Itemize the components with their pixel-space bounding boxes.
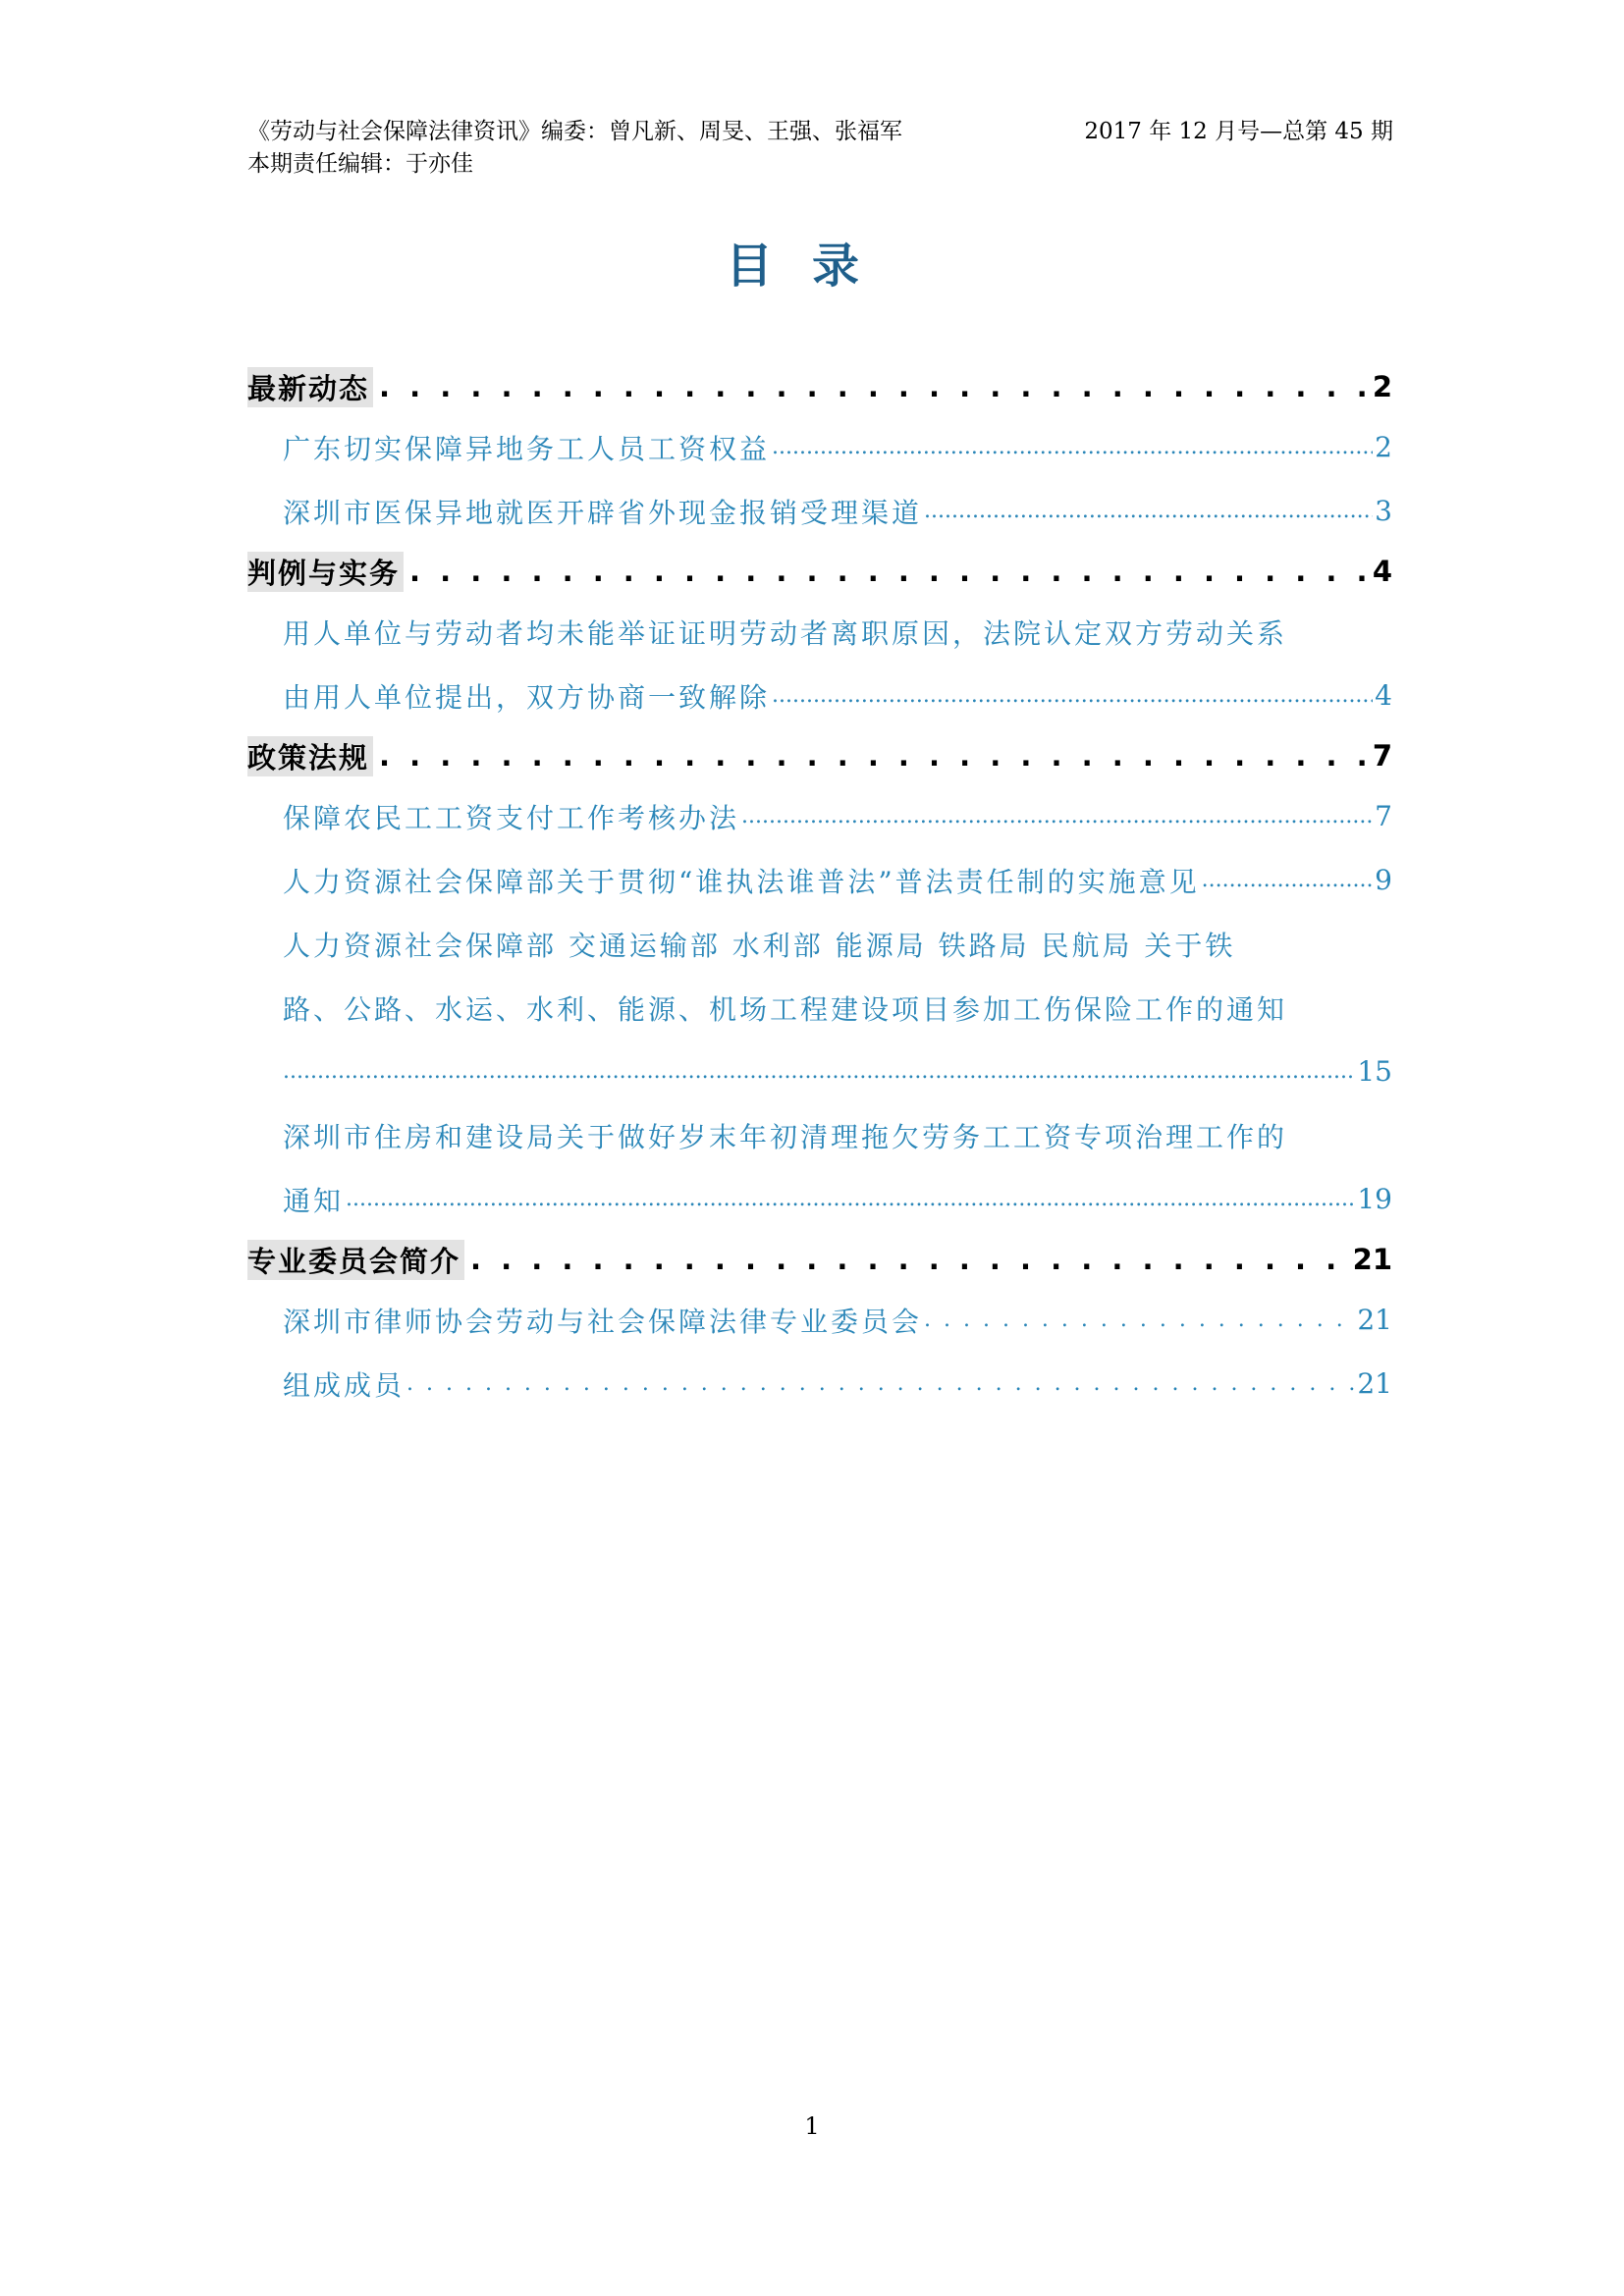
toc-entry-page: 19 [1357, 1183, 1392, 1215]
toc-entry-title: 深圳市医保异地就医开辟省外现金报销受理渠道 [283, 496, 923, 529]
table-of-contents [247, 358, 1392, 1415]
toc-entry-title-line2: 路、公路、水运、水利、能源、机场工程建设项目参加工伤保险工作的通知 [283, 992, 1288, 1026]
toc-entry[interactable] [247, 784, 1392, 848]
toc-leader-dots [379, 370, 1367, 403]
toc-entry[interactable] [247, 1352, 1392, 1415]
header-left [247, 116, 902, 181]
toc-entry-page: 7 [1375, 800, 1392, 832]
toc-leader-dots [1202, 868, 1374, 892]
toc-section-label: 判例与实务 [247, 552, 404, 592]
editorial-board: 《劳动与社会保障法律资讯》编委：曾凡新、周旻、王强、张福军 [247, 119, 902, 144]
toc-entry[interactable] [247, 415, 1392, 479]
page-number: 1 [804, 2112, 820, 2140]
toc-leader-dots [406, 1371, 1355, 1396]
toc-section-label: 最新动态 [247, 367, 373, 407]
toc-entry-title: 深圳市律师协会劳动与社会保障法律专业委员会 [283, 1305, 923, 1338]
toc-entry-title: 人力资源社会保障部关于贯彻“谁执法谁普法”普法责任制的实施意见 [283, 865, 1200, 898]
toc-section-page: 2 [1372, 370, 1392, 403]
toc-entry-title: 组成成员 [283, 1368, 406, 1402]
toc-entry-continuation[interactable] [247, 664, 1392, 727]
toc-entry-page: 15 [1357, 1055, 1392, 1088]
toc-entry-title: 保障农民工工资支付工作考核办法 [283, 801, 740, 834]
toc-section-cases-practice[interactable] [247, 543, 1392, 600]
toc-entry[interactable] [247, 600, 1392, 664]
toc-entry-title-line1: 深圳市住房和建设局关于做好岁末年初清理拖欠劳务工工资专项治理工作的 [283, 1120, 1288, 1153]
toc-entry-title-line2: 通知 [283, 1184, 345, 1217]
toc-section-label: 政策法规 [247, 736, 373, 776]
toc-entry-title: 广东切实保障异地务工人员工资权益 [283, 432, 771, 465]
toc-entry-continuation[interactable] [247, 1040, 1392, 1103]
toc-entry-page: 9 [1375, 864, 1392, 896]
responsible-editor: 本期责任编辑：于亦佳 [247, 151, 473, 177]
toc-entry[interactable] [247, 1103, 1392, 1167]
toc-entry-title-line1: 人力资源社会保障部 交通运输部 水利部 能源局 铁路局 民航局 关于铁 [283, 929, 1236, 962]
toc-entry[interactable] [247, 912, 1392, 976]
toc-leader-dots [470, 1243, 1347, 1276]
toc-entry[interactable] [247, 479, 1392, 543]
toc-entry-page: 21 [1357, 1304, 1392, 1336]
toc-section-latest-news[interactable] [247, 358, 1392, 415]
toc-entry-continuation[interactable] [247, 976, 1392, 1040]
toc-entry-page: 4 [1375, 679, 1392, 712]
toc-leader-dots [772, 683, 1373, 708]
toc-entry-page: 2 [1375, 431, 1392, 463]
toc-section-page: 4 [1372, 555, 1392, 588]
toc-section-page: 7 [1372, 739, 1392, 773]
page-title: 目录 [725, 239, 898, 294]
toc-entry-title-line1: 用人单位与劳动者均未能举证证明劳动者离职原因，法院认定双方劳动关系 [283, 616, 1288, 650]
toc-entry-continuation[interactable] [247, 1167, 1392, 1231]
toc-leader-dots [924, 1308, 1355, 1332]
issue-info: 2017 年 12 月号—总第 45 期 [1084, 119, 1393, 144]
toc-entry-title-line2: 由用人单位提出，双方协商一致解除 [283, 680, 771, 714]
toc-leader-dots [772, 435, 1373, 459]
toc-entry[interactable] [247, 1288, 1392, 1352]
toc-leader-dots [379, 739, 1367, 773]
toc-section-label: 专业委员会简介 [247, 1240, 464, 1280]
toc-section-committee-intro[interactable] [247, 1231, 1392, 1288]
toc-entry-page: 3 [1375, 495, 1392, 527]
toc-leader-dots [409, 555, 1367, 588]
toc-leader-dots [741, 804, 1373, 828]
toc-entry-page: 21 [1357, 1367, 1392, 1400]
toc-leader-dots [924, 499, 1373, 523]
toc-section-policies-regulations[interactable] [247, 727, 1392, 784]
toc-leader-dots [283, 1059, 1355, 1084]
toc-entry[interactable] [247, 848, 1392, 912]
toc-section-page: 21 [1352, 1243, 1392, 1276]
toc-leader-dots [346, 1187, 1355, 1211]
